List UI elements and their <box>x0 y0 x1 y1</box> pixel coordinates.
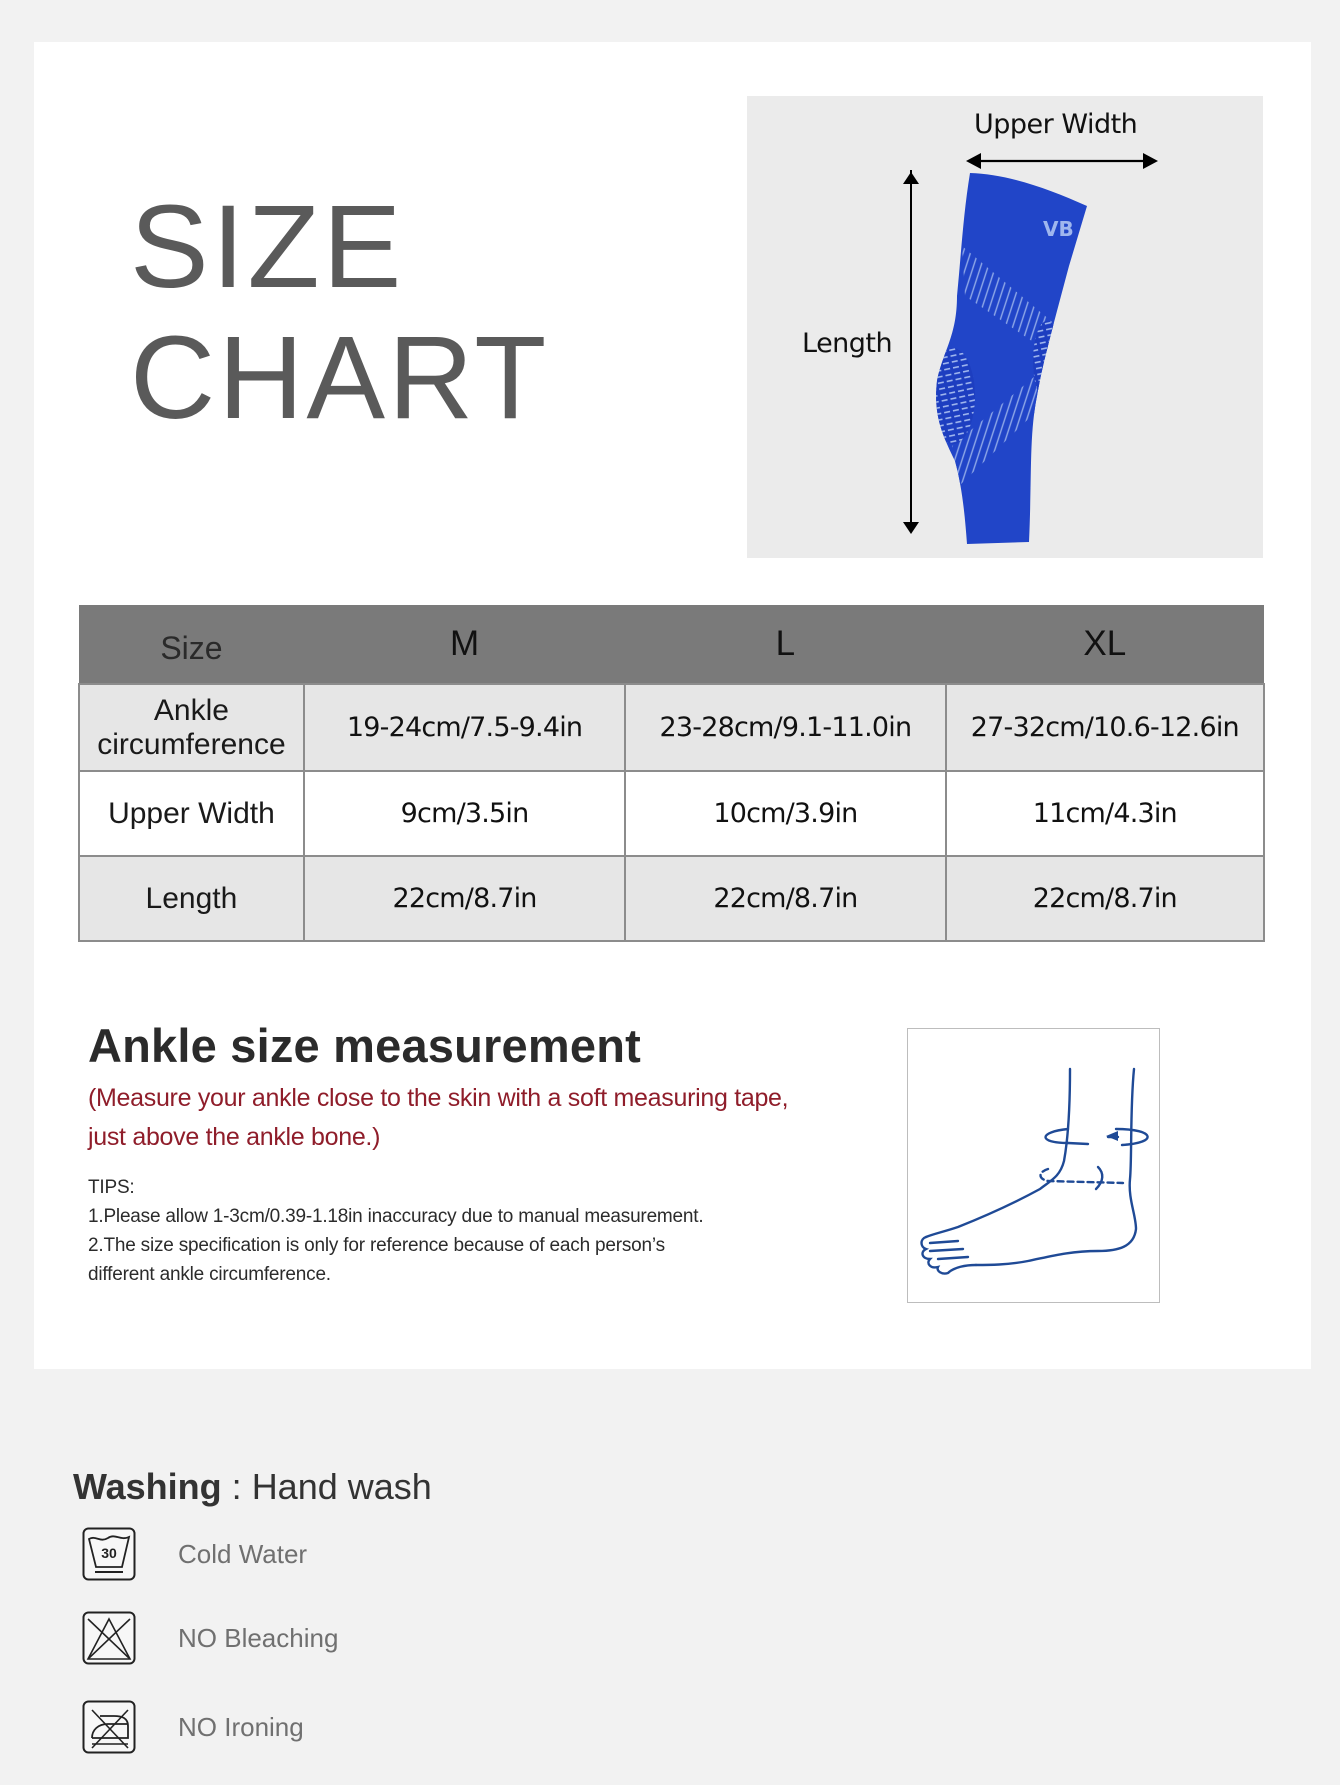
title-line-chart: CHART <box>130 312 550 444</box>
tips-block <box>88 1173 888 1289</box>
header-l: L <box>625 605 945 684</box>
cell-upper-xl: 11cm/4.3in <box>946 771 1264 856</box>
cell-length-l: 22cm/8.7in <box>625 856 945 941</box>
washing-section <box>73 1466 432 1508</box>
length-arrow-icon <box>903 170 919 534</box>
care-item-no-ironing <box>82 1700 482 1756</box>
knee-sleeve-illustration <box>747 96 1263 558</box>
table-header-row <box>79 605 1264 684</box>
row-label-line1: Ankle <box>153 693 229 727</box>
washing-label: Washing <box>73 1466 222 1507</box>
cell-ankle-xl: 27-32cm/10.6-12.6in <box>946 684 1264 771</box>
table-row-length <box>79 856 1264 941</box>
care-label-no-ironing: NO Ironing <box>178 1712 304 1742</box>
cell-length-m: 22cm/8.7in <box>304 856 625 941</box>
care-item-no-bleaching <box>82 1611 482 1667</box>
row-label-upper-width: Upper Width <box>79 771 304 856</box>
row-label-length: Length <box>79 856 304 941</box>
header-size: Size <box>79 605 304 684</box>
header-xl: XL <box>946 605 1264 684</box>
upper-width-arrow-icon <box>966 153 1158 169</box>
no-iron-icon <box>82 1700 136 1754</box>
washing-separator: : <box>221 1466 252 1507</box>
cell-ankle-l: 23-28cm/9.1-11.0in <box>625 684 945 771</box>
product-image <box>747 96 1263 558</box>
care-item-cold-water <box>82 1527 482 1583</box>
header-m: M <box>304 605 625 684</box>
page-title <box>130 182 549 444</box>
cell-length-xl: 22cm/8.7in <box>946 856 1264 941</box>
brand-mark: VB <box>1043 217 1074 241</box>
title-line-size: SIZE <box>130 181 405 313</box>
length-label: Length <box>802 328 893 359</box>
cell-upper-l: 10cm/3.9in <box>625 771 945 856</box>
washing-title <box>73 1466 432 1508</box>
foot-diagram-icon <box>908 1029 1158 1301</box>
row-label-line2: circumference <box>97 727 286 761</box>
cell-upper-m: 9cm/3.5in <box>304 771 625 856</box>
foot-measurement-illustration <box>907 1028 1160 1303</box>
svg-text:30: 30 <box>101 1545 117 1561</box>
wash-30-icon <box>82 1527 136 1581</box>
upper-width-label: Upper Width <box>974 109 1138 140</box>
note-line2: just above the ankle bone.) <box>88 1123 381 1151</box>
washing-value: Hand wash <box>251 1466 432 1507</box>
row-label-ankle <box>79 684 304 771</box>
care-label-cold-water: Cold Water <box>178 1539 308 1569</box>
ankle-measurement-note <box>88 1079 888 1157</box>
size-table <box>78 605 1265 942</box>
table-row-upper-width <box>79 771 1264 856</box>
cell-ankle-m: 19-24cm/7.5-9.4in <box>304 684 625 771</box>
note-line1: (Measure your ankle close to the skin with a soft measuring tape, <box>88 1084 789 1112</box>
table-row-ankle-circumference <box>79 684 1264 771</box>
ankle-measurement-section <box>88 1018 888 1289</box>
tip-2-line1: 2.The size specification is only for reference because of each person’s <box>88 1235 665 1256</box>
care-label-no-bleaching: NO Bleaching <box>178 1623 339 1653</box>
ankle-measurement-title: Ankle size measurement <box>88 1019 641 1072</box>
tip-1: 1.Please allow 1-3cm/0.39-1.18in inaccuracy due to manual measurement. <box>88 1206 704 1227</box>
no-bleach-icon <box>82 1611 136 1665</box>
tip-2-line2: different ankle circumference. <box>88 1264 331 1285</box>
tips-heading: TIPS: <box>88 1177 135 1198</box>
